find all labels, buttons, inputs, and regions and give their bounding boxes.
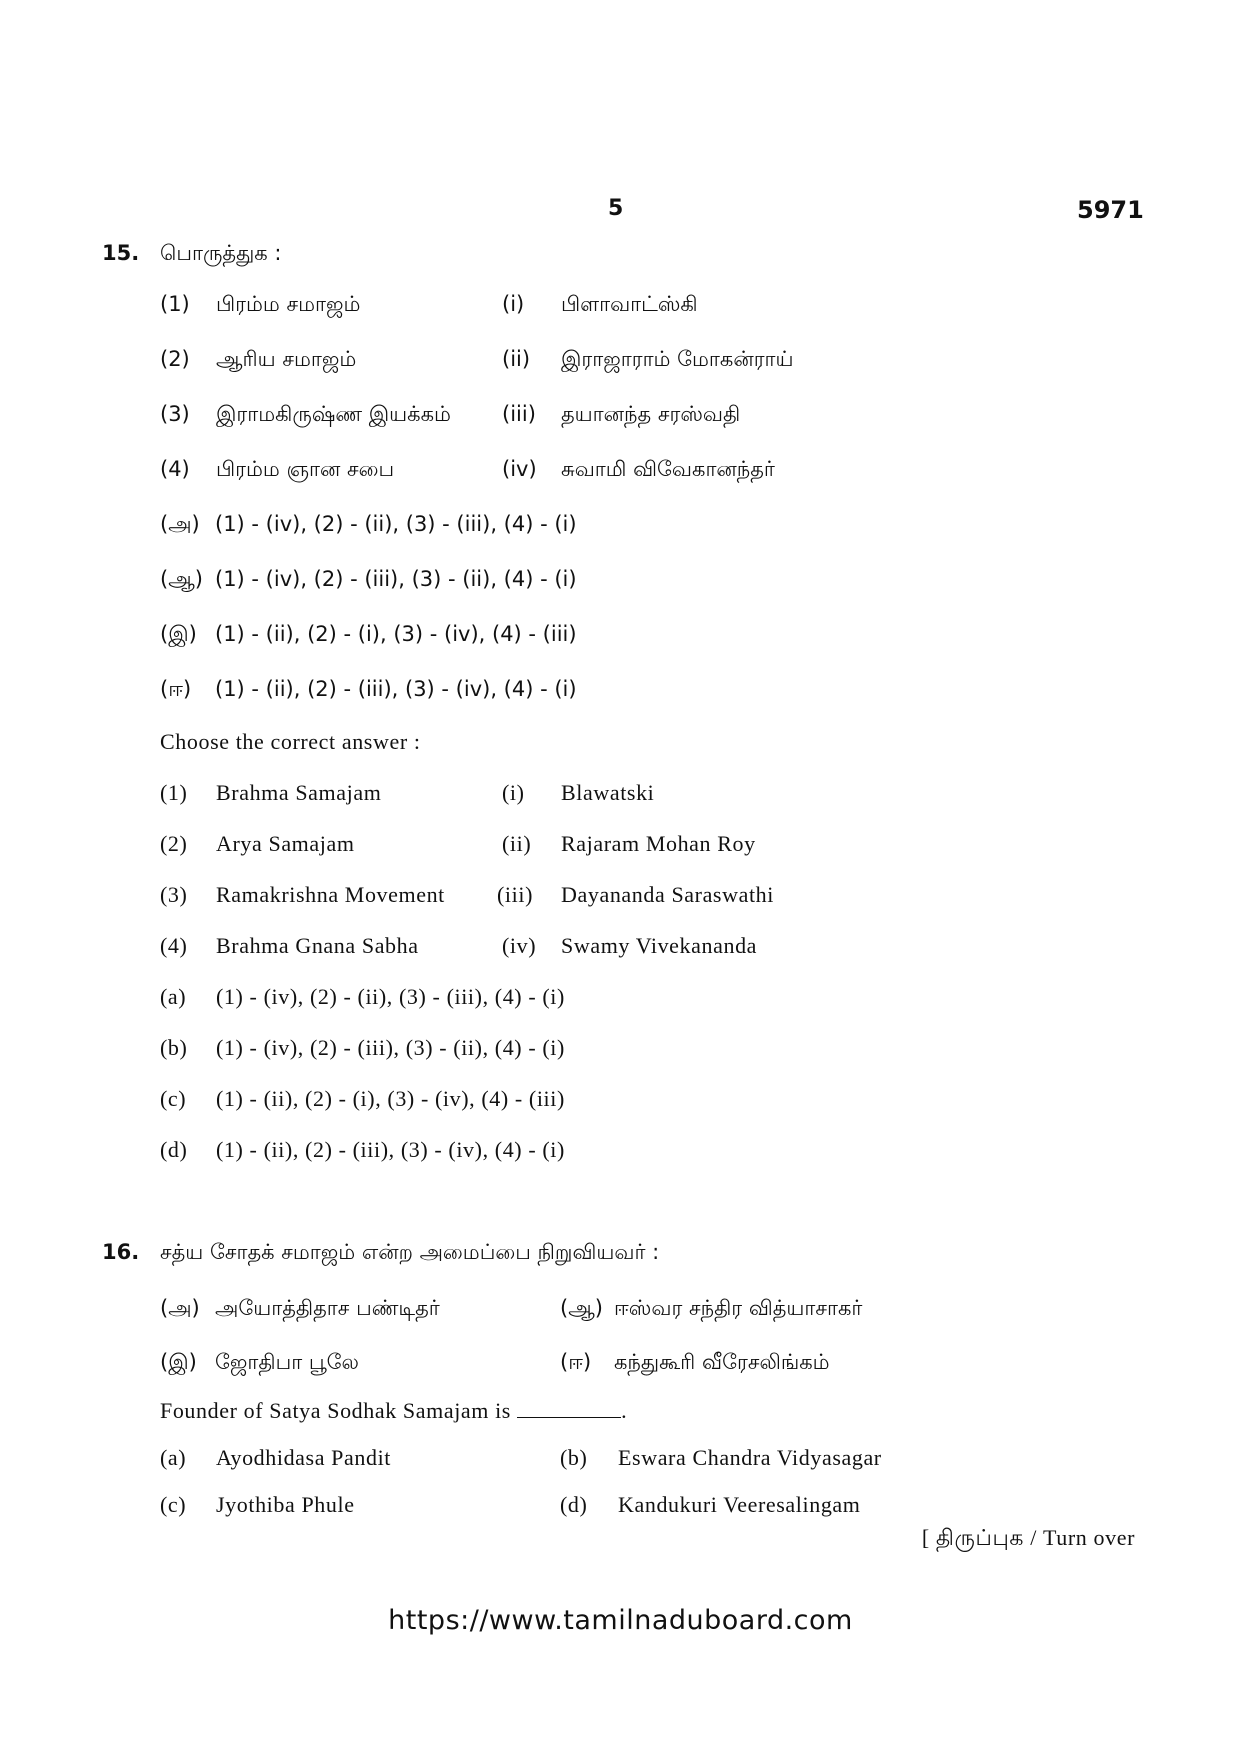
option-text: அயோத்திதாச பண்டிதர் bbox=[215, 1296, 440, 1320]
question-number: 15. bbox=[102, 241, 140, 265]
option-label: (ஈ) bbox=[160, 677, 192, 701]
right-text: சுவாமி விவேகானந்தர் bbox=[561, 457, 775, 481]
right-number: (iv) bbox=[502, 933, 537, 958]
english-option bbox=[0, 1086, 1241, 1120]
option-text: Kandukuri Veeresalingam bbox=[618, 1492, 861, 1517]
turn-over-note: [ திருப்புக / Turn over bbox=[921, 1525, 1135, 1550]
tamil-match-row bbox=[0, 292, 1241, 326]
paper-code: 5971 bbox=[1077, 196, 1144, 224]
q15-header bbox=[0, 241, 1241, 275]
option-label: (c) bbox=[160, 1086, 187, 1111]
right-text: இராஜாராம் மோகன்ராய் bbox=[561, 347, 794, 371]
right-number: (i) bbox=[502, 292, 525, 316]
left-number: (2) bbox=[160, 347, 190, 371]
left-text: இராமகிருஷ்ண இயக்கம் bbox=[216, 402, 451, 426]
english-option bbox=[0, 984, 1241, 1018]
left-text: Ramakrishna Movement bbox=[216, 882, 445, 907]
english-option-row bbox=[0, 1492, 1241, 1526]
option-label: (ஈ) bbox=[560, 1350, 592, 1374]
question-number: 16. bbox=[102, 1240, 140, 1264]
left-number: (3) bbox=[160, 402, 190, 426]
option-label: (ஆ) bbox=[160, 567, 203, 591]
left-text: ஆரிய சமாஜம் bbox=[216, 347, 357, 371]
option-label: (அ) bbox=[160, 512, 200, 536]
left-number: (3) bbox=[160, 882, 188, 907]
option-label: (a) bbox=[160, 1445, 187, 1470]
page-number: 5 bbox=[608, 196, 624, 221]
tamil-prompt: பொருத்துக : bbox=[160, 241, 282, 265]
option-label: (b) bbox=[160, 1035, 188, 1060]
tamil-match-row bbox=[0, 402, 1241, 436]
english-match-row bbox=[0, 780, 1241, 814]
english-match-row bbox=[0, 831, 1241, 865]
tamil-option bbox=[0, 512, 1241, 546]
option-label: (b) bbox=[560, 1445, 588, 1470]
footer-url: https://www.tamilnaduboard.com bbox=[388, 1605, 853, 1636]
left-number: (1) bbox=[160, 780, 188, 805]
option-label: (a) bbox=[160, 984, 187, 1009]
tamil-prompt: சத்ய சோதக் சமாஜம் என்ற அமைப்பை நிறுவியவர் : bbox=[160, 1240, 660, 1264]
right-text: Dayananda Saraswathi bbox=[561, 882, 774, 907]
option-text: கந்துகூரி வீரேசலிங்கம் bbox=[614, 1350, 830, 1374]
option-label: (அ) bbox=[160, 1296, 200, 1320]
english-prompt-text: Founder of Satya Sodhak Samajam is bbox=[160, 1398, 511, 1423]
option-text: ஜோதிபா பூலே bbox=[215, 1350, 359, 1374]
english-prompt-row bbox=[0, 729, 1241, 763]
english-match-row bbox=[0, 882, 1241, 916]
option-text: (1) - (ii), (2) - (i), (3) - (iv), (4) - (iii) bbox=[215, 622, 577, 646]
option-text: (1) - (ii), (2) - (iii), (3) - (iv), (4) - (i) bbox=[216, 1137, 565, 1162]
option-label: (d) bbox=[160, 1137, 188, 1162]
option-label: (c) bbox=[160, 1492, 187, 1517]
right-text: Blawatski bbox=[561, 780, 655, 805]
english-match-row bbox=[0, 933, 1241, 967]
left-text: Arya Samajam bbox=[216, 831, 355, 856]
tamil-option-row bbox=[0, 1350, 1241, 1384]
english-option-row bbox=[0, 1445, 1241, 1479]
english-prompt-end: . bbox=[621, 1398, 628, 1423]
option-text: (1) - (ii), (2) - (iii), (3) - (iv), (4) - (i) bbox=[215, 677, 577, 701]
answer-blank bbox=[517, 1399, 621, 1418]
tamil-match-row bbox=[0, 347, 1241, 381]
right-number: (iii) bbox=[502, 402, 536, 426]
english-option bbox=[0, 1137, 1241, 1171]
option-text: ஈஸ்வர சந்திர வித்யாசாகர் bbox=[614, 1296, 863, 1320]
option-label: (இ) bbox=[160, 1350, 197, 1374]
left-number: (4) bbox=[160, 933, 188, 958]
option-text: (1) - (iv), (2) - (ii), (3) - (iii), (4) - (i) bbox=[216, 984, 565, 1009]
left-text: Brahma Samajam bbox=[216, 780, 382, 805]
left-text: பிரம்ம சமாஜம் bbox=[216, 292, 361, 316]
option-label: (ஆ) bbox=[560, 1296, 603, 1320]
right-number: (ii) bbox=[502, 347, 531, 371]
right-text: Swamy Vivekananda bbox=[561, 933, 758, 958]
q16-header bbox=[0, 1240, 1241, 1274]
right-text: Rajaram Mohan Roy bbox=[561, 831, 756, 856]
left-number: (4) bbox=[160, 457, 190, 481]
left-text: பிரம்ம ஞான சபை bbox=[216, 457, 395, 481]
right-number: (ii) bbox=[502, 831, 532, 856]
left-text: Brahma Gnana Sabha bbox=[216, 933, 419, 958]
english-prompt-row bbox=[0, 1398, 1241, 1432]
tamil-option bbox=[0, 677, 1241, 711]
english-prompt bbox=[160, 1398, 627, 1424]
tamil-match-row bbox=[0, 457, 1241, 491]
left-number: (2) bbox=[160, 831, 188, 856]
option-text: (1) - (iv), (2) - (iii), (3) - (ii), (4) - (i) bbox=[215, 567, 577, 591]
english-option bbox=[0, 1035, 1241, 1069]
right-number: (iv) bbox=[502, 457, 537, 481]
option-text: Ayodhidasa Pandit bbox=[216, 1445, 391, 1470]
option-label: (d) bbox=[560, 1492, 588, 1517]
option-text: (1) - (iv), (2) - (ii), (3) - (iii), (4) - (i) bbox=[215, 512, 577, 536]
tamil-option bbox=[0, 567, 1241, 601]
english-prompt: Choose the correct answer : bbox=[160, 729, 421, 754]
option-label: (இ) bbox=[160, 622, 197, 646]
tamil-option-row bbox=[0, 1296, 1241, 1330]
option-text: (1) - (ii), (2) - (i), (3) - (iv), (4) - (iii) bbox=[216, 1086, 565, 1111]
right-text: தயானந்த சரஸ்வதி bbox=[561, 402, 741, 426]
option-text: Eswara Chandra Vidyasagar bbox=[618, 1445, 882, 1470]
left-number: (1) bbox=[160, 292, 190, 316]
option-text: Jyothiba Phule bbox=[216, 1492, 355, 1517]
option-text: (1) - (iv), (2) - (iii), (3) - (ii), (4) - (i) bbox=[216, 1035, 565, 1060]
right-text: பிளாவாட்ஸ்கி bbox=[561, 292, 698, 316]
right-number: (i) bbox=[502, 780, 525, 805]
right-number: (iii) bbox=[497, 882, 533, 907]
tamil-option bbox=[0, 622, 1241, 656]
